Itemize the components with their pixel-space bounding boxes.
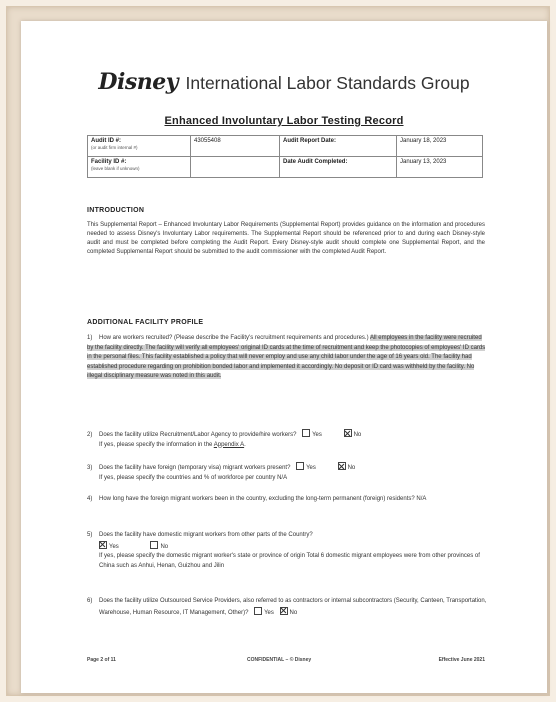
question-5-text: Does the facility have domestic migrant workers from other parts of the Country? <box>99 532 313 538</box>
q2-yes-label: Yes <box>312 432 322 438</box>
q6-no-checkbox[interactable] <box>280 607 288 615</box>
date-audit-completed-value: January 13, 2023 <box>397 157 483 178</box>
question-2-number: 2) <box>87 432 93 438</box>
q5-no-checkbox[interactable] <box>150 541 158 549</box>
question-2-text: Does the facility utilize Recruitment/Labor Agency to provide/hire workers? <box>99 432 297 438</box>
audit-report-date-label: Audit Report Date: <box>280 136 397 157</box>
question-5 <box>87 531 487 571</box>
footer-page-number: Page 2 of 11 <box>87 657 116 663</box>
q2-followup-text: If yes, please specify the information in the <box>99 441 213 448</box>
question-3-text: Does the facility have foreign (temporary visa) migrant workers present? <box>99 465 291 471</box>
audit-id-note: (or audit firm internal #) <box>91 145 138 150</box>
q6-no-label: No <box>289 609 298 616</box>
question-5-number: 5) <box>87 532 93 538</box>
document-title: Enhanced Involuntary Labor Testing Record <box>164 115 404 127</box>
question-1-number: 1) <box>87 335 93 341</box>
audit-id-label-cell <box>88 136 191 157</box>
footer-effective-date: Effective June 2021 <box>438 657 485 663</box>
question-6-text: Does the facility utilize Outsourced Service Providers, also referred to as contractors or internal subcontractors (Security, Canteen, Transportation, Warehouse, Human Resource, IT Management, Other)? <box>99 598 487 616</box>
question-3-number: 3) <box>87 465 93 471</box>
audit-id-value: 43055408 <box>191 136 280 157</box>
audit-report-date-value: January 18, 2023 <box>397 136 483 157</box>
q2-yes-checkbox[interactable] <box>302 429 310 437</box>
question-4 <box>87 495 487 505</box>
q6-yes-label: Yes <box>264 609 274 616</box>
question-4-number: 4) <box>87 496 93 502</box>
q2-no-checkbox[interactable] <box>344 429 352 437</box>
facility-profile-heading: ADDITIONAL FACILITY PROFILE <box>87 319 204 326</box>
date-audit-completed-label: Date Audit Completed: <box>280 157 397 178</box>
audit-info-table <box>87 135 483 178</box>
question-6 <box>87 597 487 618</box>
q2-no-label: No <box>353 432 362 438</box>
document-page <box>21 21 547 693</box>
question-1-text: How are workers recruited? (Please describe the Facility's recruitment requirements and procedures.) <box>99 335 369 341</box>
question-6-number: 6) <box>87 598 93 604</box>
q3-followup-text: If yes, please specify the countries and % of workforce per country N/A <box>99 474 288 481</box>
audit-id-label: Audit ID #: <box>91 138 121 144</box>
question-2 <box>87 429 487 450</box>
introduction-text: This Supplemental Report – Enhanced Involuntary Labor Requirements (Supplemental Report) provides guidance on the information and procedures needed to assess Disney's Involuntary Labor requirements. The Supplemental Report should be referenced prior to and during each Disney-style audit and must be completed before completing the Audit Report. Every Disney-style audit should complete one Supplemental Report, and the completed Supplemental Report should be submitted to the audit commissioner with the completed Audit Report. <box>87 222 485 255</box>
q3-yes-checkbox[interactable] <box>296 462 304 470</box>
facility-id-note: (leave blank if unknown) <box>91 166 140 171</box>
footer-confidential: CONFIDENTIAL – © Disney <box>247 657 312 663</box>
question-4-text: How long have the foreign migrant workers been in the country, excluding the long-term permanent (foreign) residents? N/A <box>99 496 427 502</box>
question-3 <box>87 462 487 483</box>
document-frame <box>6 6 550 696</box>
facility-id-value <box>191 157 280 178</box>
appendix-a-link[interactable]: Appendix A <box>213 441 245 448</box>
q5-yes-checkbox[interactable] <box>99 541 107 549</box>
q6-yes-checkbox[interactable] <box>254 607 262 615</box>
introduction-heading: INTRODUCTION <box>87 207 145 214</box>
disney-logo: Disney <box>98 69 179 95</box>
letterhead <box>21 69 547 95</box>
facility-id-label: Facility ID #: <box>91 159 127 165</box>
q3-no-label: No <box>347 465 356 471</box>
facility-id-label-cell <box>88 157 191 178</box>
q5-followup-text: If yes, please specify the domestic migrant worker's state or province of origin Total 6 domestic migrant employees were from other provinces of China such as Anhui, Henan, Guizhou and Jilin <box>99 553 480 569</box>
q5-yes-label: Yes <box>109 543 119 550</box>
q3-no-checkbox[interactable] <box>338 462 346 470</box>
question-1-answer: All employees in the facility were recruited by the facility directly. The facility will verify all employees' original ID cards at the time of recruitment and keep the photocopies of employees' ID cards in the personal files. This facility established a policy that will never employ and use any child labor under the age of 16 years old. The facility had established procedure regarding on prohibition bonded labor and implemented it accordingly. No deposit or ID card was withheld by the facility. No illegal disciplinary measure was noted in this audit. <box>87 335 486 380</box>
q5-no-label: No <box>160 543 169 550</box>
organization-name: International Labor Standards Group <box>185 73 470 93</box>
q2-followup-end: . <box>244 441 246 448</box>
q3-yes-label: Yes <box>306 465 316 471</box>
question-1 <box>87 334 487 382</box>
